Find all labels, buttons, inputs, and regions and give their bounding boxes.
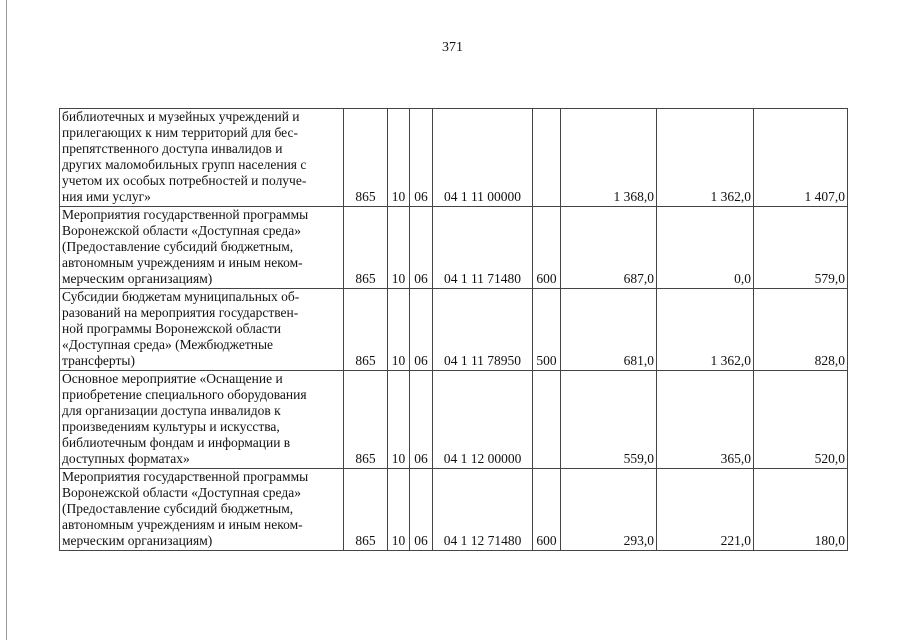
table-row bbox=[60, 469, 848, 551]
cell-amount-2: 0,0 bbox=[657, 207, 754, 289]
cell-pr: 06 bbox=[410, 289, 433, 371]
cell-amount-3: 520,0 bbox=[754, 371, 848, 469]
cell-csr: 04 1 11 71480 bbox=[433, 207, 533, 289]
cell-csr: 04 1 12 71480 bbox=[433, 469, 533, 551]
cell-amount-2: 1 362,0 bbox=[657, 109, 754, 207]
row-name: Основное мероприятие «Оснащение и приобретение специального оборудования для организации доступа инвалидов к произведениям культуры и искусства, библиотечным фондам и информации в доступных форматах» bbox=[60, 371, 344, 469]
cell-amount-1: 559,0 bbox=[561, 371, 657, 469]
cell-rz: 10 bbox=[388, 469, 410, 551]
cell-vr bbox=[533, 109, 561, 207]
cell-csr: 04 1 11 00000 bbox=[433, 109, 533, 207]
row-name: Мероприятия государственной программы Воронежской области «Доступная среда» (Предоставление субсидий бюджетным, автономным учреждениям и иным неком- мерческим организациям) bbox=[60, 207, 344, 289]
cell-amount-2: 365,0 bbox=[657, 371, 754, 469]
cell-amount-1: 293,0 bbox=[561, 469, 657, 551]
cell-gr: 865 bbox=[344, 207, 388, 289]
page-number: 371 bbox=[442, 40, 463, 55]
table-row bbox=[60, 371, 848, 469]
table-row bbox=[60, 109, 848, 207]
budget-table bbox=[59, 108, 848, 551]
cell-amount-2: 221,0 bbox=[657, 469, 754, 551]
cell-amount-3: 180,0 bbox=[754, 469, 848, 551]
cell-csr: 04 1 12 00000 bbox=[433, 371, 533, 469]
cell-pr: 06 bbox=[410, 109, 433, 207]
cell-rz: 10 bbox=[388, 207, 410, 289]
cell-vr: 600 bbox=[533, 207, 561, 289]
row-name: библиотечных и музейных учреждений и прилегающих к ним территорий для бес- препятственного доступа инвалидов и других маломобильных групп населения с учетом их особых потребностей и получе- ния ими услуг» bbox=[60, 109, 344, 207]
cell-vr bbox=[533, 371, 561, 469]
cell-gr: 865 bbox=[344, 371, 388, 469]
cell-amount-1: 681,0 bbox=[561, 289, 657, 371]
cell-pr: 06 bbox=[410, 371, 433, 469]
cell-gr: 865 bbox=[344, 469, 388, 551]
cell-gr: 865 bbox=[344, 289, 388, 371]
cell-vr: 600 bbox=[533, 469, 561, 551]
cell-gr: 865 bbox=[344, 109, 388, 207]
cell-pr: 06 bbox=[410, 207, 433, 289]
page-edge-line bbox=[6, 0, 7, 640]
cell-amount-1: 687,0 bbox=[561, 207, 657, 289]
table-row bbox=[60, 289, 848, 371]
cell-amount-2: 1 362,0 bbox=[657, 289, 754, 371]
row-name: Субсидии бюджетам муниципальных об- разований на мероприятия государствен- ной программы Воронежской области «Доступная среда» (Межбюджетные трансферты) bbox=[60, 289, 344, 371]
cell-vr: 500 bbox=[533, 289, 561, 371]
cell-rz: 10 bbox=[388, 371, 410, 469]
cell-rz: 10 bbox=[388, 109, 410, 207]
cell-rz: 10 bbox=[388, 289, 410, 371]
row-name: Мероприятия государственной программы Воронежской области «Доступная среда» (Предоставление субсидий бюджетным, автономным учреждениям и иным неком- мерческим организациям) bbox=[60, 469, 344, 551]
cell-pr: 06 bbox=[410, 469, 433, 551]
cell-amount-3: 1 407,0 bbox=[754, 109, 848, 207]
cell-amount-3: 828,0 bbox=[754, 289, 848, 371]
cell-csr: 04 1 11 78950 bbox=[433, 289, 533, 371]
cell-amount-3: 579,0 bbox=[754, 207, 848, 289]
cell-amount-1: 1 368,0 bbox=[561, 109, 657, 207]
table-row bbox=[60, 207, 848, 289]
